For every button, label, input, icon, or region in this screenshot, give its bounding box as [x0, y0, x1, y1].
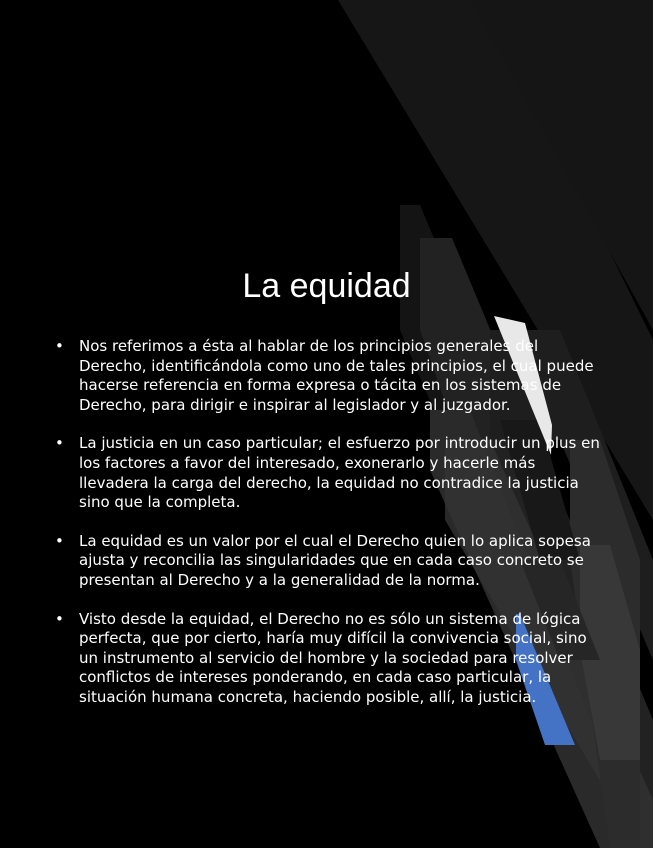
bullet-item — [55, 532, 600, 591]
bullet-item — [55, 610, 600, 708]
bullet-item — [55, 337, 600, 415]
bullet-text: La equidad es un valor por el cual el Derecho quien lo aplica sopesa ajusta y reconcilia las singularidades que en cada caso concreto se presentan al Derecho y a la generalidad de la norma. — [79, 531, 591, 589]
bullet-item — [55, 434, 600, 512]
slide-title: La equidad — [242, 267, 411, 305]
bullet-text: Visto desde la equidad, el Derecho no es sólo un sistema de lógica perfecta, que por cierto, haría muy difícil la convivencia social, sino un instrumento al servicio del hombre y la sociedad para resolver conflictos de intereses ponderando, en cada caso particular, la situación humana concreta, haciendo posible, allí, la justicia. — [79, 609, 587, 706]
bullet-dot-icon: • — [55, 434, 64, 453]
bullet-list — [55, 337, 600, 727]
bullet-text: La justicia en un caso particular; el esfuerzo por introducir un plus en los factores a favor del interesado, exonerarlo y hacerle más llevadera la carga del derecho, la equidad no contradice la justicia sino que la completa. — [79, 434, 600, 512]
bullet-dot-icon: • — [55, 609, 64, 628]
bullet-dot-icon: • — [55, 531, 64, 550]
bullet-dot-icon: • — [55, 337, 64, 355]
bullet-text: Nos referimos a ésta al hablar de los principios generales del Derecho, identificándola como uno de tales principios, el cual puede hacerse referencia en forma expresa o tácita en los sistemas de Derecho, para dirigir e inspirar al legislador y al juzgador. — [79, 337, 594, 414]
